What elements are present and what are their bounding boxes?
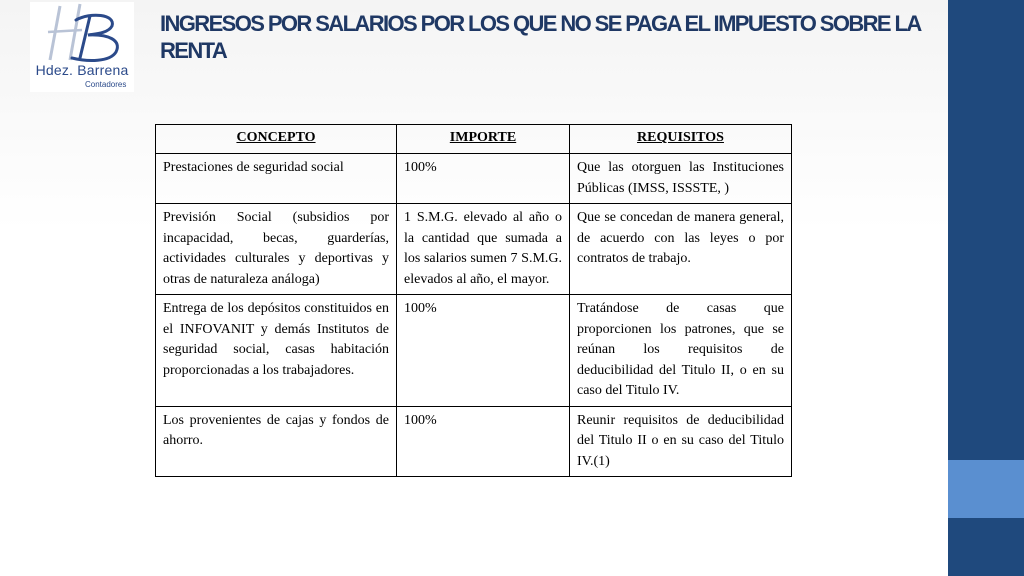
table-row	[156, 295, 792, 407]
header-importe: IMPORTE	[397, 125, 570, 154]
header-concepto: CONCEPTO	[156, 125, 397, 154]
table-header-row	[156, 125, 792, 154]
cell-requisitos: Tratándose de casas que proporcionen los patrones, que se reúnan los requisitos de deducibilidad del Titulo II, o en su caso del Titulo IV.	[570, 295, 792, 407]
cell-requisitos: Reunir requisitos de deducibilidad del Titulo II o en su caso del Titulo IV.(1)	[570, 406, 792, 477]
cell-requisitos: Que se concedan de manera general, de acuerdo con las leyes o por contratos de trabajo.	[570, 204, 792, 295]
logo-name: Hdez. Barrena	[35, 62, 129, 78]
cell-importe: 1 S.M.G. elevado al año o la cantidad que sumada a los salarios sumen 7 S.M.G. elevados al año, el mayor.	[397, 204, 570, 295]
company-logo	[30, 2, 134, 92]
page-title: INGRESOS POR SALARIOS POR LOS QUE NO SE PAGA EL IMPUESTO SOBRE LA RENTA	[160, 11, 920, 63]
logo-monogram-icon	[30, 2, 134, 64]
cell-importe: 100%	[397, 406, 570, 477]
table-row	[156, 204, 792, 295]
cell-requisitos: Que las otorguen las Instituciones Públicas (IMSS, ISSSTE, )	[570, 154, 792, 204]
logo-subtitle: Contadores	[85, 80, 127, 89]
cell-concepto: Los provenientes de cajas y fondos de ahorro.	[156, 406, 397, 477]
table-row	[156, 406, 792, 477]
cell-importe: 100%	[397, 295, 570, 407]
cell-concepto: Entrega de los depósitos constituidos en el INFOVANIT y demás Institutos de seguridad social, casas habitación proporcionadas a los trabajadores.	[156, 295, 397, 407]
requirements-table	[155, 124, 792, 477]
cell-concepto: Prestaciones de seguridad social	[156, 154, 397, 204]
side-decoration-accent	[948, 460, 1024, 518]
cell-concepto: Previsión Social (subsidios por incapacidad, becas, guarderías, actividades culturales y deportivas y otras de naturaleza análoga)	[156, 204, 397, 295]
table-row	[156, 154, 792, 204]
cell-importe: 100%	[397, 154, 570, 204]
header-requisitos: REQUISITOS	[570, 125, 792, 154]
